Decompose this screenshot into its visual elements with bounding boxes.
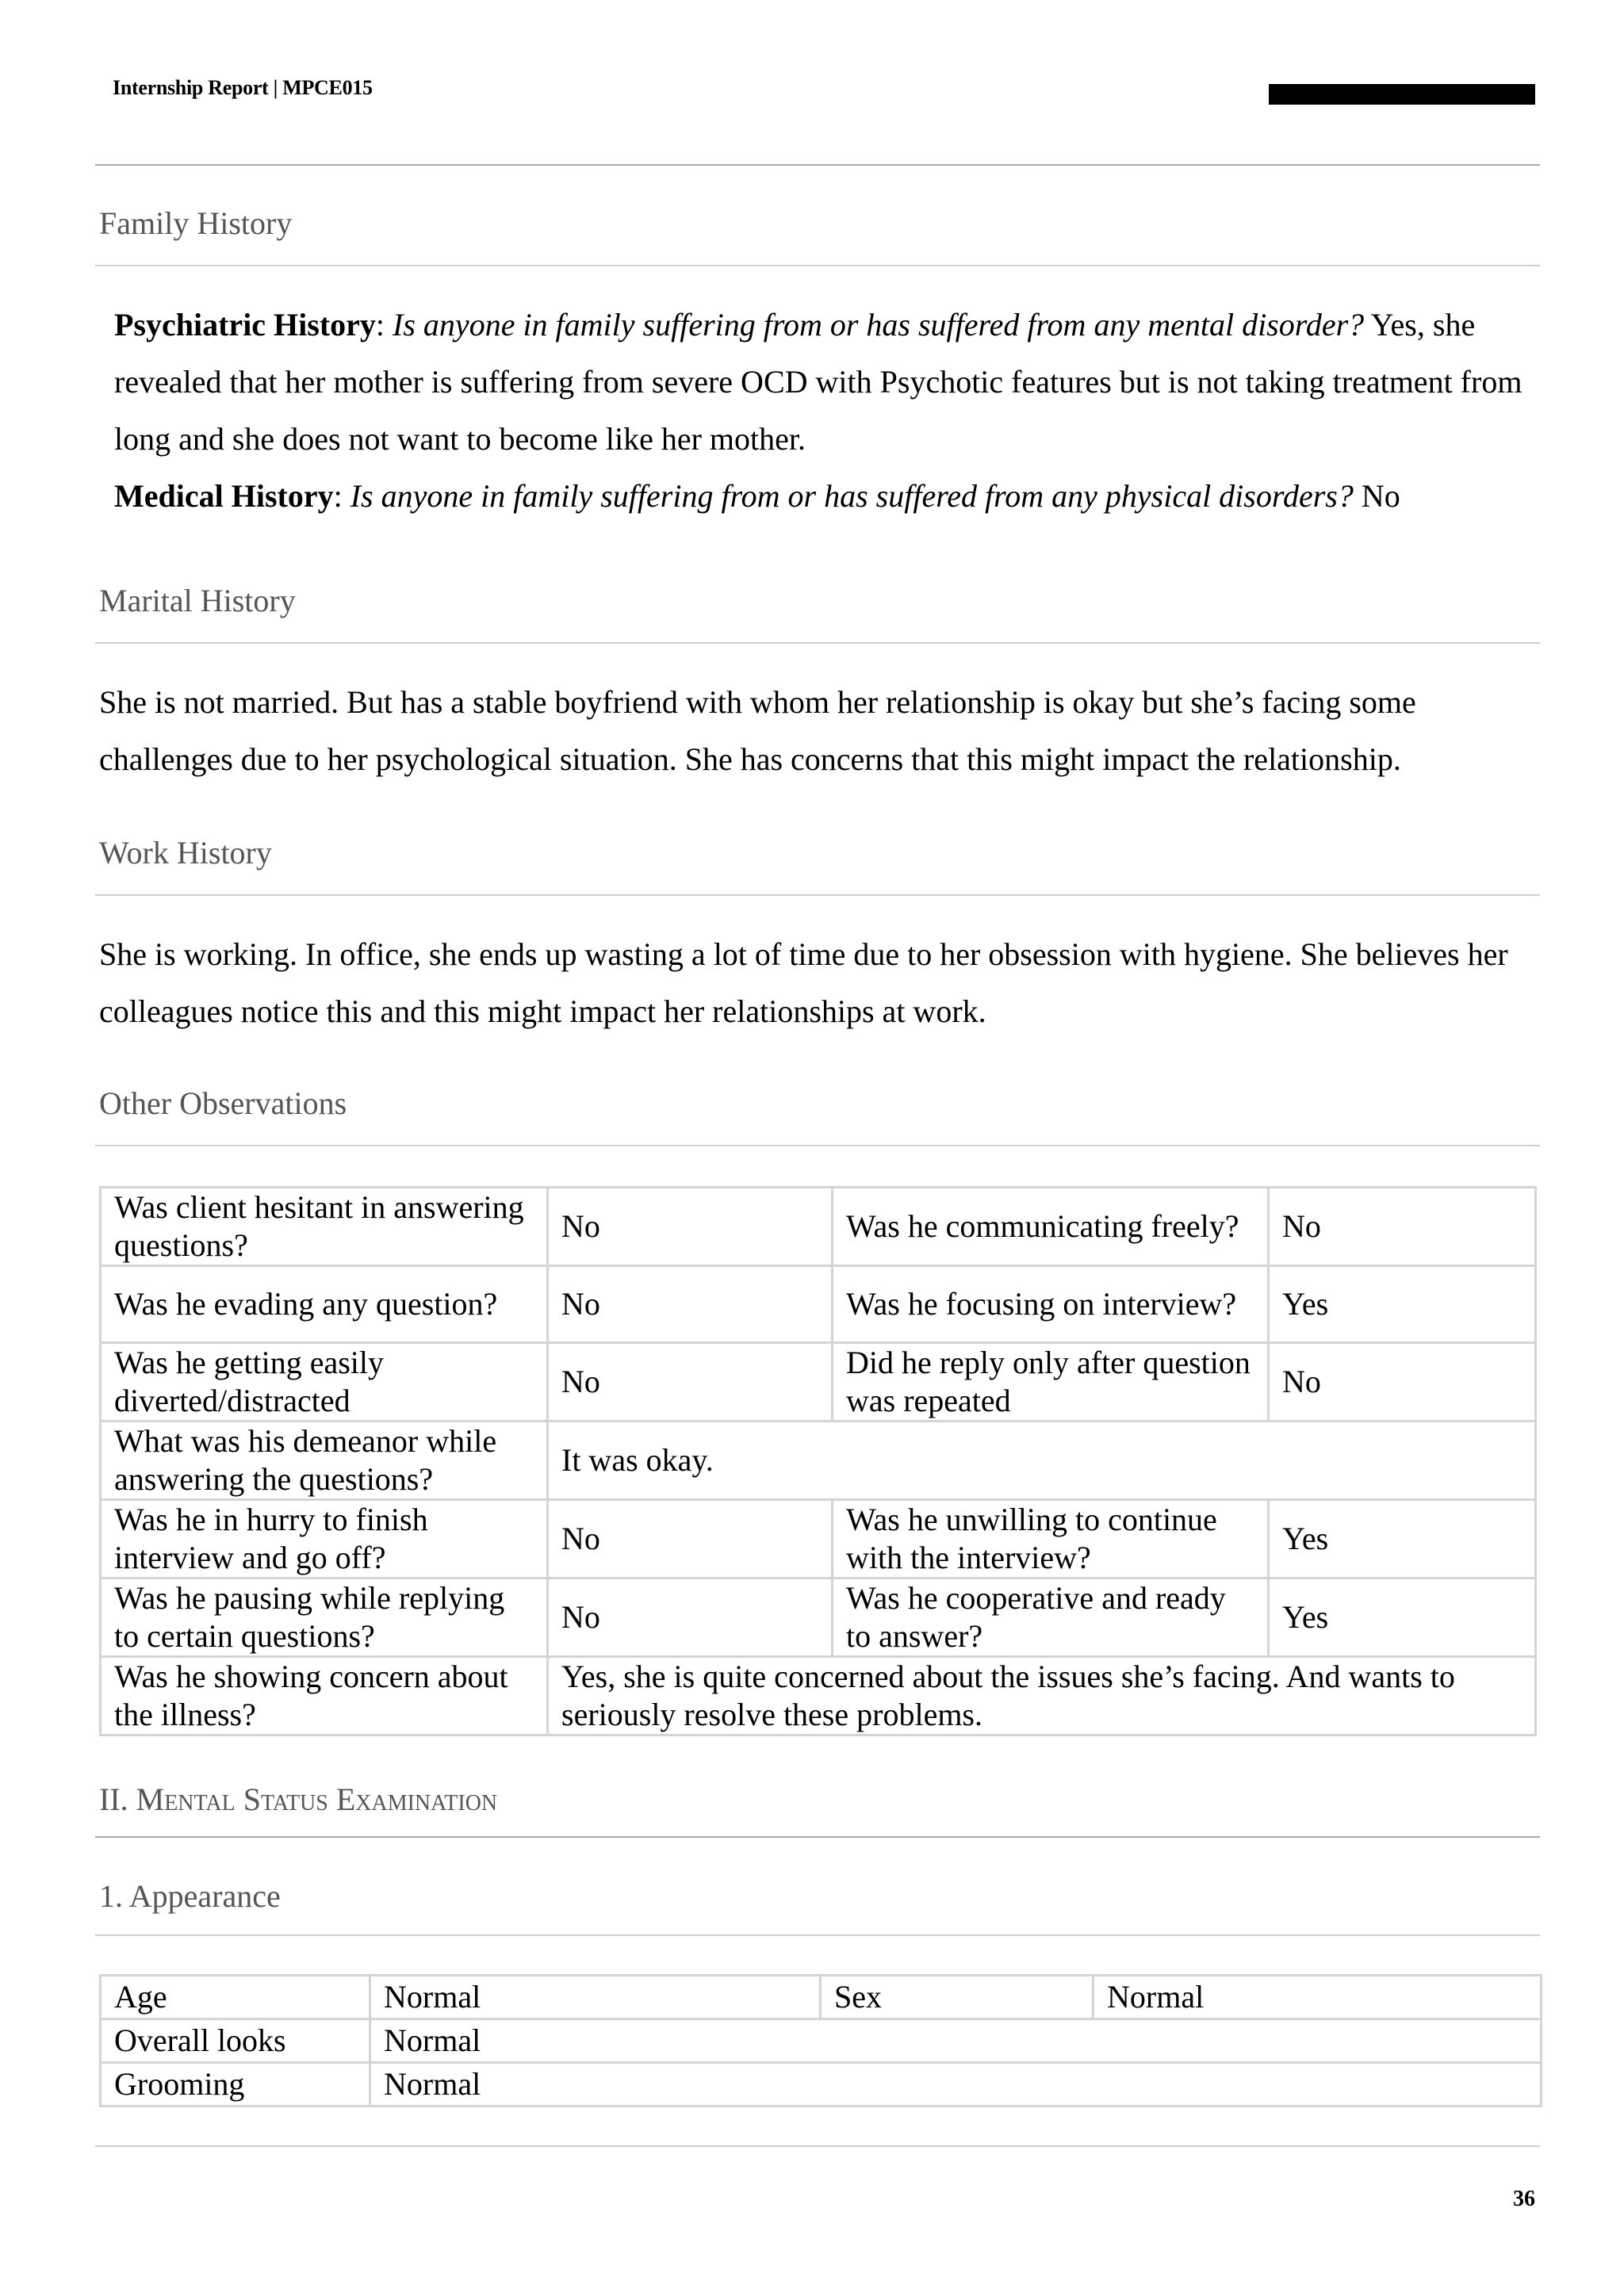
- table-row: [101, 1500, 1536, 1578]
- value-cell: Normal: [370, 1976, 821, 2019]
- question-cell: What was his demeanor while answering the questions?: [101, 1422, 548, 1500]
- observations-table: [99, 1186, 1537, 1736]
- answer-cell: No: [548, 1343, 833, 1422]
- medical-history-answer: No: [1361, 478, 1400, 514]
- marital-history-body: She is not married. But has a stable boyfriend with whom her relationship is okay but she’s facing some challenges due to her psychological situation. She has concerns that this might impact the relationship.: [99, 684, 1416, 777]
- attribute-cell: Age: [101, 1976, 370, 2019]
- value-cell: Normal: [370, 2063, 1542, 2107]
- psychiatric-history-label: Psychiatric History: [114, 307, 376, 342]
- answer-cell: No: [1269, 1343, 1536, 1422]
- answer-cell: No: [548, 1188, 833, 1266]
- section-divider: [95, 265, 1540, 266]
- section-divider: [95, 1145, 1540, 1146]
- family-history-body: Psychiatric History: Is anyone in family suffering from or has suffered from any mental disorder? Yes, she revealed that her mother is suffering from severe OCD with Psychotic features but is not taking treatment from long and she does not want to become like her mother. Medical History: Is anyone in family suffering from or has suffered from any physical disorders? No: [114, 307, 1522, 514]
- section-divider: [95, 642, 1540, 644]
- footer-divider: [95, 2145, 1540, 2147]
- answer-cell: No: [548, 1500, 833, 1578]
- header-divider: [95, 164, 1540, 166]
- psychiatric-history-answer: Yes, she revealed that her mother is suffering from severe OCD with Psychotic features but is not taking treatment from long and she does not want to become like her mother.: [114, 307, 1522, 457]
- other-observations-heading: Other Observations: [99, 1085, 347, 1121]
- answer-cell: Yes: [1269, 1578, 1536, 1657]
- value-cell: Normal: [370, 2019, 1542, 2063]
- marital-history-heading: Marital History: [99, 583, 296, 618]
- mental-status-examination-heading: II. Mental Status Examination: [99, 1781, 498, 1817]
- table-row: [101, 1976, 1542, 2019]
- table-row: [101, 1578, 1536, 1657]
- value-cell: Normal: [1094, 1976, 1542, 2019]
- question-cell: Did he reply only after question was repeated: [833, 1343, 1269, 1422]
- table-row: [101, 1343, 1536, 1422]
- redacted-block: [1269, 84, 1535, 105]
- question-cell: Was he evading any question?: [101, 1266, 548, 1343]
- appearance-table: [99, 1974, 1542, 2107]
- question-cell: Was he pausing while replying to certain questions?: [101, 1578, 548, 1657]
- appearance-heading: 1. Appearance: [99, 1878, 281, 1914]
- table-row: [101, 2063, 1542, 2107]
- section-divider: [95, 1836, 1540, 1838]
- page-number: 36: [1513, 2187, 1535, 2211]
- question-cell: Was he in hurry to finish interview and go off?: [101, 1500, 548, 1578]
- answer-cell: No: [1269, 1188, 1536, 1266]
- medical-history-question: Is anyone in family suffering from or has suffered from any physical disorders?: [350, 478, 1354, 514]
- medical-history-label: Medical History: [114, 478, 334, 514]
- attribute-cell: Sex: [821, 1976, 1094, 2019]
- table-row: [101, 1266, 1536, 1343]
- report-header-title: Internship Report | MPCE015: [113, 76, 373, 99]
- work-history-heading: Work History: [99, 835, 272, 871]
- section-divider: [95, 894, 1540, 896]
- question-cell: Was he communicating freely?: [833, 1188, 1269, 1266]
- question-cell: Was he showing concern about the illness?: [101, 1657, 548, 1735]
- question-cell: Was he cooperative and ready to answer?: [833, 1578, 1269, 1657]
- answer-cell: No: [548, 1578, 833, 1657]
- section-divider: [95, 1934, 1540, 1936]
- question-cell: Was client hesitant in answering questions?: [101, 1188, 548, 1266]
- answer-cell: Yes: [1269, 1266, 1536, 1343]
- attribute-cell: Grooming: [101, 2063, 370, 2107]
- table-row: [101, 1188, 1536, 1266]
- table-row: [101, 1422, 1536, 1500]
- attribute-cell: Overall looks: [101, 2019, 370, 2063]
- question-cell: Was he getting easily diverted/distracted: [101, 1343, 548, 1422]
- psychiatric-history-question: Is anyone in family suffering from or has suffered from any mental disorder?: [393, 307, 1365, 342]
- question-cell: Was he focusing on interview?: [833, 1266, 1269, 1343]
- table-row: [101, 2019, 1542, 2063]
- family-history-heading: Family History: [99, 205, 293, 241]
- question-cell: Was he unwilling to continue with the interview?: [833, 1500, 1269, 1578]
- work-history-body: She is working. In office, she ends up wasting a lot of time due to her obsession with hygiene. She believes her colleagues notice this and this might impact her relationships at work.: [99, 936, 1508, 1029]
- answer-cell: Yes: [1269, 1500, 1536, 1578]
- table-row: [101, 1657, 1536, 1735]
- answer-cell: Yes, she is quite concerned about the issues she’s facing. And wants to seriously resolve these problems.: [548, 1657, 1536, 1735]
- answer-cell: No: [548, 1266, 833, 1343]
- answer-cell: It was okay.: [548, 1422, 1536, 1500]
